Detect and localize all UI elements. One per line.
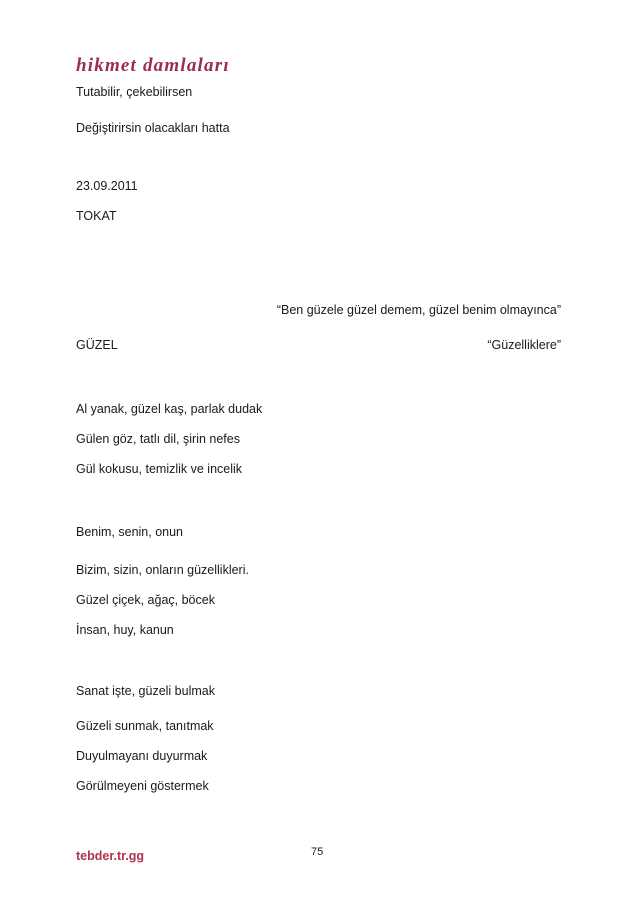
footer-site-link: tebder.tr.gg: [76, 849, 145, 863]
stanza-1-line: Gül kokusu, temizlik ve incelik: [76, 462, 243, 476]
poem-epigraph: “Ben güzele güzel demem, güzel benim olmayınca”: [276, 303, 561, 317]
intro-line-1: Tutabilir, çekebilirsen: [76, 85, 193, 99]
stanza-1-line: Gülen göz, tatlı dil, şirin nefes: [76, 432, 240, 446]
stanza-2-line: Bizim, sizin, onların güzellikleri.: [76, 563, 249, 577]
page-header-title: hikmet damlaları: [76, 55, 230, 76]
poem-date: 23.09.2011: [76, 179, 138, 193]
stanza-2-line: İnsan, huy, kanun: [76, 623, 174, 637]
poem-title: GÜZEL: [76, 338, 118, 352]
stanza-3-line: Sanat işte, güzeli bulmak: [76, 684, 215, 698]
stanza-3-line: Duyulmayanı duyurmak: [76, 749, 208, 763]
intro-line-2: Değiştirirsin olacakları hatta: [76, 121, 230, 135]
stanza-2-line: Benim, senin, onun: [76, 525, 184, 539]
stanza-2-line: Güzel çiçek, ağaç, böcek: [76, 593, 215, 607]
poem-place: TOKAT: [76, 209, 117, 223]
page-number: 75: [311, 846, 324, 858]
poem-dedication: “Güzelliklere”: [487, 338, 561, 352]
stanza-3-line: Güzeli sunmak, tanıtmak: [76, 719, 214, 733]
stanza-1-line: Al yanak, güzel kaş, parlak dudak: [76, 402, 263, 416]
stanza-3-line: Görülmeyeni göstermek: [76, 779, 209, 793]
